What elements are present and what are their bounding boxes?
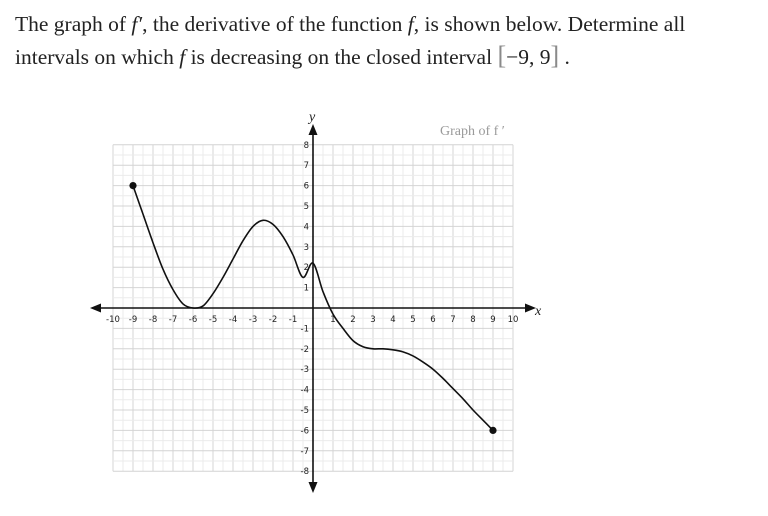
- endpoint-marker: [129, 182, 136, 189]
- x-tick-label: 2: [350, 315, 356, 325]
- y-tick-label: -7: [300, 446, 309, 457]
- y-tick-label: 3: [303, 242, 309, 253]
- x-tick-label: -2: [268, 315, 278, 325]
- x-tick-label: -5: [208, 315, 218, 325]
- x-tick-label: 8: [470, 315, 476, 325]
- x-tick-label: -6: [188, 315, 198, 325]
- x-tick-label: -10: [106, 315, 120, 325]
- y-tick-label: 1: [303, 283, 309, 294]
- endpoint-marker: [489, 427, 496, 434]
- graph-label: Graph of f ′: [440, 124, 505, 139]
- x-tick-label: -3: [248, 315, 258, 325]
- x-tick-label: -4: [228, 315, 238, 325]
- y-tick-label: 5: [303, 202, 309, 212]
- x-tick-label: -8: [148, 315, 158, 325]
- x-tick-label: 3: [370, 315, 376, 325]
- y-tick-label: -8: [300, 467, 309, 478]
- axes: [90, 110, 542, 493]
- y-tick-label: -1: [300, 324, 309, 335]
- y-tick-label: 6: [303, 181, 309, 192]
- f-symbol-2: f: [179, 45, 186, 69]
- x-axis-label: x: [535, 304, 542, 319]
- y-tick-label: -5: [300, 406, 309, 416]
- x-tick-label: 6: [430, 315, 436, 325]
- question-part-4: is decreasing on the closed interval: [185, 45, 498, 69]
- x-tick-label: -9: [128, 315, 138, 325]
- x-axis-arrow-left: [90, 304, 101, 313]
- x-tick-label: 1: [330, 315, 336, 325]
- x-tick-label: 4: [390, 315, 396, 325]
- y-tick-label: 2: [303, 263, 309, 274]
- y-tick-label: 4: [303, 222, 309, 233]
- y-tick-label: -4: [300, 385, 309, 396]
- x-tick-label: -7: [168, 315, 178, 325]
- f-symbol: f: [407, 12, 414, 36]
- y-axis-arrow-top: [309, 124, 318, 135]
- interval-bracket-close: ]: [550, 41, 560, 70]
- x-tick-label: -1: [288, 315, 298, 325]
- y-tick-label: 8: [303, 140, 309, 151]
- question-period: .: [559, 45, 570, 69]
- y-tick-label: 7: [303, 161, 309, 172]
- x-tick-label: 10: [507, 315, 519, 325]
- x-tick-label: 5: [410, 315, 416, 325]
- f-prime-symbol: f′: [131, 12, 143, 36]
- question-part-1: The graph of: [15, 12, 132, 36]
- y-axis-label: y: [309, 110, 316, 125]
- question-part-2: , the derivative of the function: [142, 12, 408, 36]
- x-tick-label: 7: [450, 315, 456, 325]
- x-tick-label: 9: [490, 315, 496, 325]
- interval-bracket-open: [: [497, 41, 507, 70]
- question-part-3: , is shown below. Determine all intervals on which: [15, 12, 686, 69]
- interval-values: −9, 9: [506, 45, 551, 69]
- y-axis-arrow-bottom: [309, 482, 318, 493]
- y-tick-label: -2: [300, 344, 309, 355]
- y-tick-label: -3: [300, 365, 309, 376]
- y-tick-label: -6: [300, 426, 309, 437]
